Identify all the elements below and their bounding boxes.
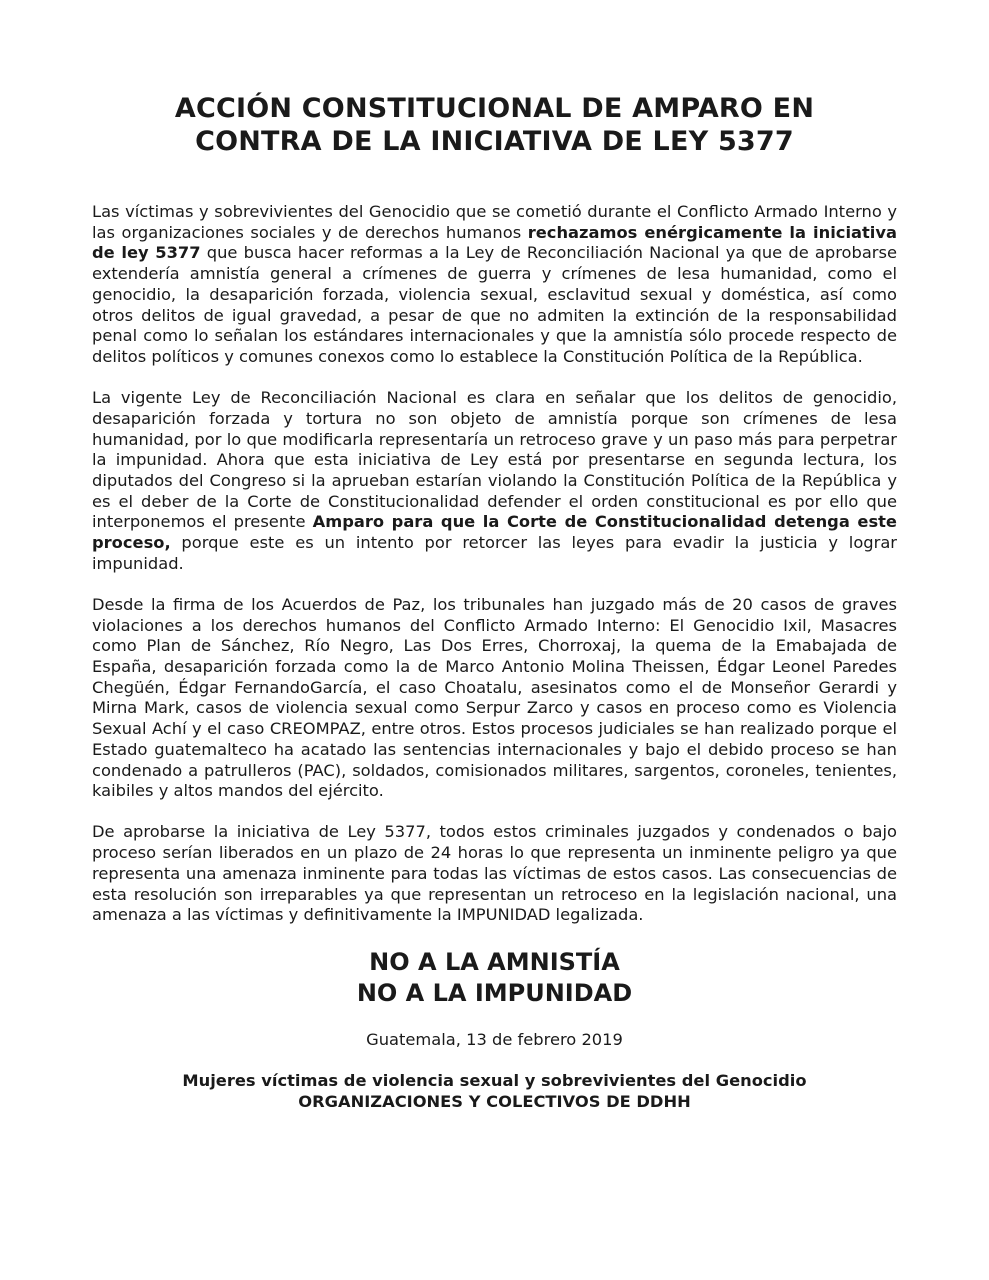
document-date: Guatemala, 13 de febrero 2019 (366, 1030, 623, 1049)
title-line-2: CONTRA DE LA INICIATIVA DE LEY 5377 (195, 126, 794, 157)
paragraph-1 (92, 202, 897, 368)
paragraph-3: Desde la firma de los Acuerdos de Paz, los tribunales han juzgado más de 20 casos de graves violaciones a los derechos humanos del Conflicto Armado Interno: El Genocidio Ixil, Masacres como Plan de Sánchez, Río Negro, Las Dos Erres, Chorroxaj, la quema de la Emabajada de España, desaparición forzada como la de Marco Antonio Molina Theissen, Édgar Leonel Paredes Chegüén, Édgar FernandoGarcía, el caso Choatalu, asesinatos como el de Monseñor Gerardi y Mirna Mark, casos de violencia sexual como Serpur Zarco y casos en proceso como es Violencia Sexual Achí y el caso CREOMPAZ, entre otros. Estos procesos judiciales se han realizado porque el Estado guatemalteco ha acatado las sentencias internacionales y bajo el debido proceso se han condenado a patrulleros (PAC), soldados, comisionados militares, sargentos, coroneles, tenientes, kaibiles y altos mandos del ejército. (92, 594, 897, 801)
slogan (92, 947, 897, 1009)
signature-line-2: ORGANIZACIONES Y COLECTIVOS DE DDHH (298, 1091, 691, 1111)
paragraph-1-text-a: Las víctimas y sobrevivientes del Genocidio que se cometió durante el Conflicto Armado Interno y las organizaciones sociales y de derechos humanos (92, 202, 897, 242)
paragraph-2-text-a: La vigente Ley de Reconciliación Nacional es clara en señalar que los delitos de genocidio, desaparición forzada y tortura no son objeto de amnistía porque son crímenes de lesa humanidad, por lo que modificarla representaría un retroceso grave y un paso más para perpetrar la impunidad. Ahora que esta iniciativa de Ley está por presentarse en segunda lectura, los diputados del Congreso si la aprueban estarían violando la Constitución Política de la República y es el deber de la Corte de Constitucionalidad defender el orden constitucional es por ello que interponemos el presente (92, 388, 897, 532)
paragraph-2-bold: Amparo para que la Corte de Constitucionalidad detenga este proceso, (92, 512, 897, 553)
paragraph-4: De aprobarse la iniciativa de Ley 5377, todos estos criminales juzgados y condenados o bajo proceso serían liberados en un plazo de 24 horas lo que representa un inminente peligro ya que representa una amenaza inminente para todas las víctimas de estos casos. Las consecuencias de esta resolución son irreparables ya que representan un retroceso en la legislación nacional, una amenaza a las víctimas y definitivamente la IMPUNIDAD legalizada. (92, 822, 897, 925)
paragraph-1-text-b: que busca hacer reformas a la Ley de Reconciliación Nacional ya que de aprobarse extendería amnistía general a crímenes de guerra y crímenes de lesa humanidad, como el genocidio, la desaparición forzada, violencia sexual, esclavitud sexual y doméstica, así como otros delitos de igual gravedad, a pesar de que no admiten la extinción de la responsabilidad penal como lo señalan los estándares internacionales y que la amnistía sólo procede respecto de delitos políticos y comunes conexos como lo establece la Constitución Política de la República. (92, 243, 897, 366)
paragraph-2 (92, 388, 897, 574)
slogan-line-2: NO A LA IMPUNIDAD (356, 979, 633, 1007)
signature-line-1: Mujeres víctimas de violencia sexual y sobrevivientes del Genocidio (182, 1071, 807, 1090)
title-line-1: ACCIÓN CONSTITUCIONAL DE AMPARO EN (174, 93, 815, 124)
document-body (92, 202, 897, 926)
document-title (92, 92, 897, 158)
paragraph-1-bold: rechazamos enérgicamente la iniciativa de ley 5377 (92, 222, 897, 263)
paragraph-2-text-b: porque este es un intento por retorcer las leyes para evadir la justicia y lograr impunidad. (92, 533, 897, 573)
signature-block (92, 1071, 897, 1112)
slogan-line-1: NO A LA AMNISTÍA (369, 948, 620, 976)
